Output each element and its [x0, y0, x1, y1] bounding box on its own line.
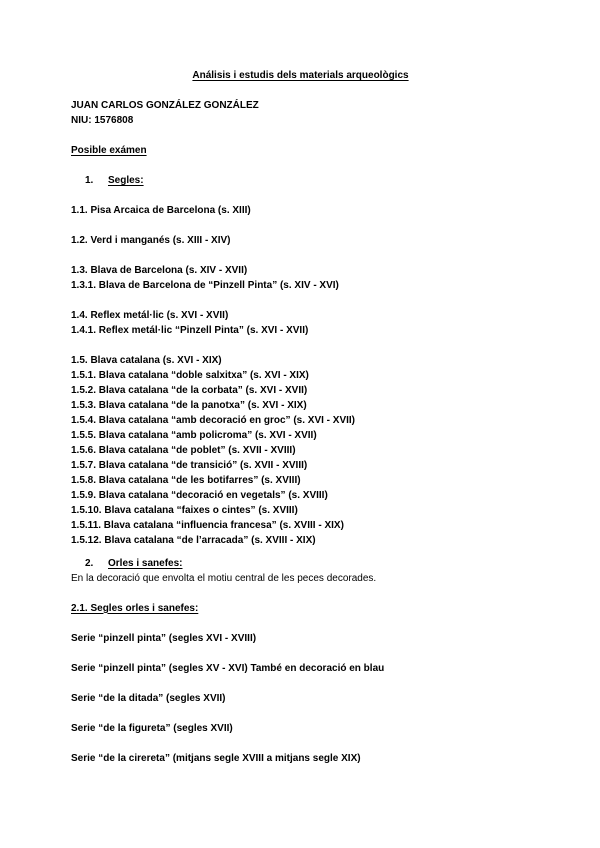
section-2-heading-number: 2. [85, 557, 94, 569]
section-1-heading [71, 173, 530, 188]
author-name: JUAN CARLOS GONZÁLEZ GONZÁLEZ [71, 100, 259, 111]
niu-line: NIU: 1576808 [71, 115, 134, 126]
serie-figureta: Serie “de la figureta” (segles XVII) [71, 722, 233, 734]
item-1-5-10: 1.5.10. Blava catalana “faixes o cintes” (s. XVIII) [71, 505, 298, 516]
serie-pinzell-pinta-2: Serie “pinzell pinta” (segles XV - XVI) També en decoració en blau [71, 662, 385, 674]
section-2-heading [71, 556, 530, 571]
possible-exam-heading: Posible exámen [71, 145, 147, 156]
item-1-5-1: 1.5.1. Blava catalana “doble salxitxa” (s. XVI - XIX) [71, 370, 309, 381]
item-1-5-9: 1.5.9. Blava catalana “decoració en vegetals” (s. XVIII) [71, 490, 328, 501]
doc-title: Análisis i estudis dels materials arqueològics [192, 70, 409, 81]
item-1-1: 1.1. Pisa Arcaica de Barcelona (s. XIII) [71, 205, 251, 216]
item-1-5: 1.5. Blava catalana (s. XVI - XIX) [71, 355, 222, 366]
item-1-4-1: 1.4.1. Reflex metál·lic “Pinzell Pinta” (s. XVI - XVII) [71, 325, 309, 336]
item-1-5-7: 1.5.7. Blava catalana “de transició” (s. XVII - XVIII) [71, 460, 308, 471]
item-1-5-3: 1.5.3. Blava catalana “de la panotxa” (s. XVI - XIX) [71, 400, 307, 411]
item-1-4: 1.4. Reflex metál·lic (s. XVI - XVII) [71, 310, 229, 321]
serie-ditada: Serie “de la ditada” (segles XVII) [71, 692, 226, 704]
item-1-5-4: 1.5.4. Blava catalana “amb decoració en groc” (s. XVI - XVII) [71, 415, 355, 426]
section-2-1-heading: 2.1. Segles orles i sanefes: [71, 602, 199, 614]
orles-description: En la decoració que envolta el motiu central de les peces decorades. [71, 572, 377, 584]
item-1-3-1: 1.3.1. Blava de Barcelona de “Pinzell Pinta” (s. XIV - XVI) [71, 280, 339, 291]
item-1-2: 1.2. Verd i manganés (s. XIII - XIV) [71, 235, 231, 246]
section-1-heading-number: 1. [85, 175, 94, 186]
item-1-5-6: 1.5.6. Blava catalana “de poblet” (s. XVII - XVIII) [71, 445, 296, 456]
item-1-5-8: 1.5.8. Blava catalana “de les botifarres” (s. XVIII) [71, 475, 301, 486]
item-1-5-5: 1.5.5. Blava catalana “amb policroma” (s. XVI - XVII) [71, 430, 317, 441]
item-1-5-11: 1.5.11. Blava catalana “influencia francesa” (s. XVIII - XIX) [71, 520, 344, 531]
item-1-5-2: 1.5.2. Blava catalana “de la corbata” (s. XVI - XVII) [71, 385, 308, 396]
section-1-heading-label: Segles: [108, 175, 144, 186]
item-1-3: 1.3. Blava de Barcelona (s. XIV - XVII) [71, 265, 248, 276]
serie-pinzell-pinta-1: Serie “pinzell pinta” (segles XVI - XVIII) [71, 632, 257, 644]
item-1-5-12: 1.5.12. Blava catalana “de l’arracada” (s. XVIII - XIX) [71, 535, 316, 546]
serie-cirereta: Serie “de la cirereta” (mitjans segle XVIII a mitjans segle XIX) [71, 752, 361, 764]
section-2-heading-label: Orles i sanefes: [108, 557, 183, 569]
